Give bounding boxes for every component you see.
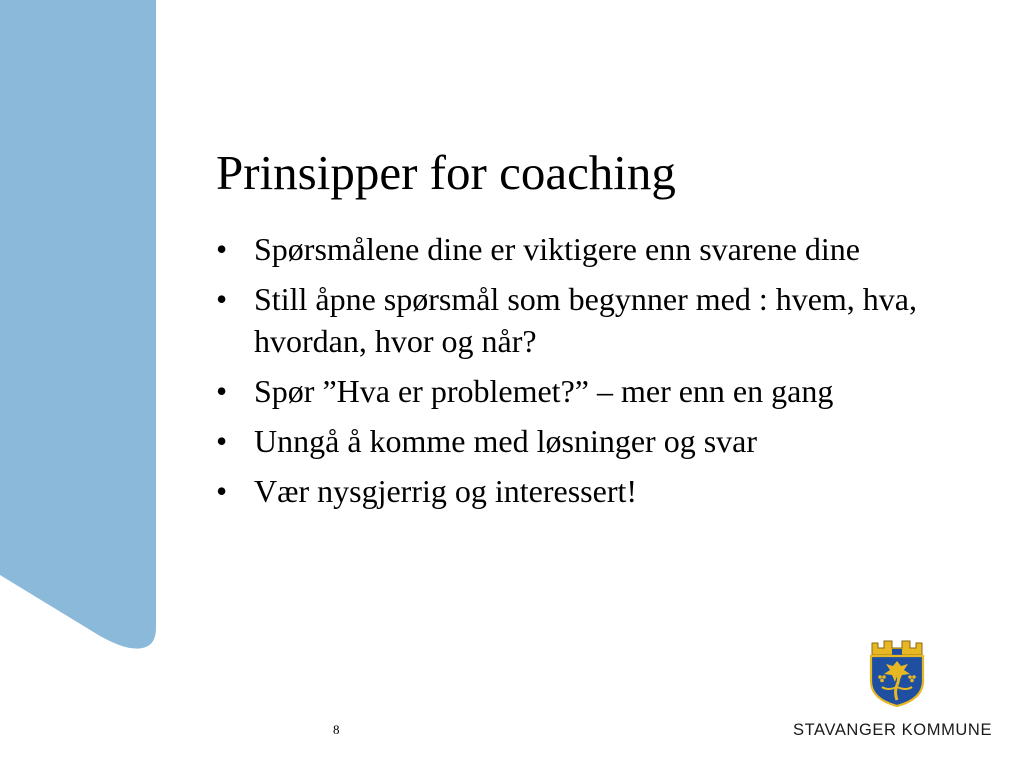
- bullet-text: Spør ”Hva er problemet?” – mer enn en gang: [254, 373, 834, 409]
- bullet-text: Still åpne spørsmål som begynner med : hvem, hva, hvordan, hvor og når?: [254, 281, 917, 359]
- bullet-dot-icon: •: [216, 231, 228, 267]
- bullet-item: [216, 470, 936, 512]
- organization-name: STAVANGER KOMMUNE: [793, 721, 993, 739]
- coat-of-arms-icon: [866, 637, 928, 707]
- bullet-item: [216, 278, 936, 362]
- bullet-item: [216, 228, 936, 270]
- slide-title: Prinsipper for coaching: [216, 145, 676, 200]
- decorative-side-band: [0, 0, 160, 660]
- bullet-item: [216, 420, 936, 462]
- bullet-dot-icon: •: [216, 423, 228, 459]
- bullet-item: [216, 370, 936, 412]
- bullet-dot-icon: •: [216, 473, 228, 509]
- page-number: 8: [333, 722, 340, 737]
- bullet-text: Unngå å komme med løsninger og svar: [254, 423, 757, 459]
- bullet-list: [216, 228, 936, 520]
- bullet-dot-icon: •: [216, 281, 228, 317]
- bullet-text: Vær nysgjerrig og interessert!: [254, 473, 638, 509]
- bullet-text: Spørsmålene dine er viktigere enn svarene dine: [254, 231, 860, 267]
- bullet-dot-icon: •: [216, 373, 228, 409]
